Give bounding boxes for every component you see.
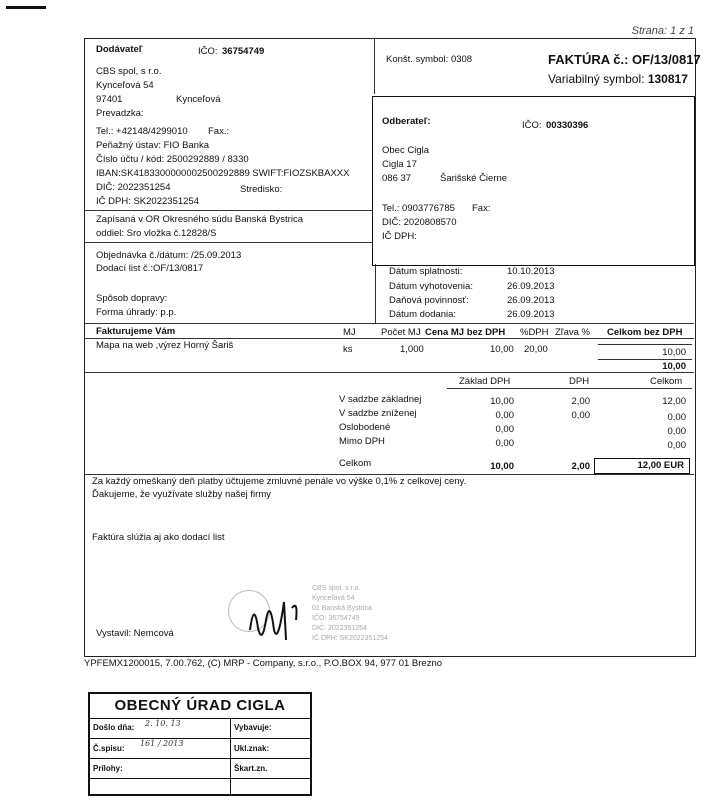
due-date-label: Dátum splatnosti: bbox=[389, 266, 463, 277]
seal-line: 01 Banská Bystrica bbox=[312, 605, 372, 612]
issue-date-label: Dátum vyhotovenia: bbox=[389, 281, 473, 292]
seal-line: IČ DPH: SK2022351254 bbox=[312, 635, 388, 642]
supplier-account: Číslo účtu / kód: 2500292889 / 8330 bbox=[96, 154, 249, 165]
signature bbox=[240, 590, 320, 650]
vat-total-label: Celkom bbox=[339, 458, 372, 469]
supplier-register: Zapísaná v OR Okresného súdu Banská Bystrica bbox=[96, 214, 303, 225]
vat-row-total: 0,00 bbox=[667, 440, 686, 451]
supplier-name: CBS spol, s r.o. bbox=[96, 66, 162, 77]
item-vat: 20,00 bbox=[524, 344, 548, 355]
supplier-iban: IBAN:SK4183300000002500292889 SWIFT:FIOZSKBAXXX bbox=[96, 168, 350, 179]
stamp-received-label: Došlo dňa: bbox=[93, 723, 135, 732]
thanks-note: Ďakujeme, že využívate služby našej firmy bbox=[92, 489, 271, 500]
transport: Spôsob dopravy: bbox=[96, 293, 168, 304]
customer-fax: Fax: bbox=[472, 203, 491, 214]
vat-row-total: 0,00 bbox=[667, 426, 686, 437]
divider bbox=[598, 344, 692, 345]
tax-date: 26.09.2013 bbox=[507, 295, 555, 306]
col-fakturujeme: Fakturujeme Vám bbox=[96, 326, 176, 337]
variable-symbol bbox=[548, 72, 688, 86]
item-price: 10,00 bbox=[490, 344, 514, 355]
supplier-ico: 36754749 bbox=[222, 46, 265, 57]
items-sum: 10,00 bbox=[662, 361, 686, 372]
payment-method: Forma úhrady: p.p. bbox=[96, 307, 177, 318]
vat-col-base: Základ DPH bbox=[459, 376, 511, 387]
delivery-date-label: Dátum dodania: bbox=[389, 309, 457, 320]
vs-value: 130817 bbox=[647, 72, 688, 86]
customer-ico: 00330396 bbox=[546, 120, 589, 131]
col-zlava: Zľava % bbox=[555, 327, 590, 338]
due-date: 10.10.2013 bbox=[507, 266, 555, 277]
divider bbox=[90, 778, 310, 779]
col-mj: MJ bbox=[343, 327, 356, 338]
vat-row-base: 0,00 bbox=[495, 424, 514, 435]
seal-line: IČO: 36754749 bbox=[312, 615, 360, 622]
delivery-date: 26.09.2013 bbox=[507, 309, 555, 320]
divider bbox=[84, 242, 372, 243]
registry-stamp bbox=[88, 692, 312, 796]
col-pocet: Počet MJ bbox=[381, 327, 421, 338]
divider bbox=[598, 359, 692, 360]
invoice-label: FAKTÚRA č.: bbox=[548, 52, 629, 67]
supplier-ico-label: IČO: bbox=[198, 46, 218, 57]
vat-row-label: V sadzbe základnej bbox=[339, 394, 422, 405]
vat-row-label: V sadzbe zníženej bbox=[339, 408, 417, 419]
stamp-shred-label: Škart.zn. bbox=[234, 764, 268, 773]
vs-label: Variabilný symbol: bbox=[548, 72, 645, 86]
divider bbox=[447, 388, 692, 389]
supplier-tel: Tel.: +42148/4299010 bbox=[96, 126, 188, 137]
divider bbox=[84, 474, 694, 475]
grand-total: 12,00 EUR bbox=[637, 460, 684, 471]
issue-date: 26.09.2013 bbox=[507, 281, 555, 292]
supplier-street: Kynceľová 54 bbox=[96, 80, 154, 91]
scan-mark bbox=[6, 6, 46, 9]
divider bbox=[90, 738, 310, 739]
customer-dic: DIČ: 2020808570 bbox=[382, 217, 457, 228]
stamp-storage-label: Ukl.znak: bbox=[234, 744, 270, 753]
supplier-dic: DIČ: 2022351254 bbox=[96, 182, 171, 193]
item-total: 10,00 bbox=[662, 347, 686, 358]
vat-row-total: 0,00 bbox=[667, 412, 686, 423]
customer-icdph: IČ DPH: bbox=[382, 231, 417, 242]
delivery-note-text: Faktúra slúžia aj ako dodací list bbox=[92, 532, 225, 543]
vat-total-base: 10,00 bbox=[490, 461, 514, 472]
supplier-label: Dodávateľ bbox=[96, 44, 143, 55]
col-cena: Cena MJ bez DPH bbox=[425, 327, 506, 338]
seal-line: DIČ: 2022351254 bbox=[312, 625, 367, 632]
stamp-handler-label: Vybavuje: bbox=[234, 723, 272, 732]
item-description: Mapa na web ,výrez Horný Šariš bbox=[96, 340, 234, 351]
stamp-file-number: 161 / 2013 bbox=[140, 739, 184, 748]
divider bbox=[84, 338, 694, 339]
seal-line: Kynceľová 54 bbox=[312, 595, 355, 602]
vat-row-vat: 2,00 bbox=[571, 396, 590, 407]
vat-row-total: 12,00 bbox=[662, 396, 686, 407]
supplier-city: Kynceľová bbox=[176, 94, 221, 105]
divider bbox=[84, 210, 372, 211]
divider bbox=[375, 264, 376, 324]
divider bbox=[90, 718, 310, 719]
supplier-bank: Peňažný ústav: FIO Banka bbox=[96, 140, 210, 151]
customer-name: Obec Cigla bbox=[382, 145, 429, 156]
customer-tel: Tel.: 0903776785 bbox=[382, 203, 455, 214]
stamp-attachments-label: Prílohy: bbox=[93, 764, 123, 773]
page-number: Strana: 1 z 1 bbox=[631, 25, 694, 37]
vat-row-base: 10,00 bbox=[490, 396, 514, 407]
vat-row-label: Mimo DPH bbox=[339, 436, 385, 447]
konst-symbol: Konšt. symbol: 0308 bbox=[386, 54, 473, 65]
vat-row-label: Oslobodené bbox=[339, 422, 391, 433]
customer-zip: 086 37 bbox=[382, 173, 412, 184]
vat-col-vat: DPH bbox=[569, 376, 590, 387]
customer-ico-label: IČO: bbox=[522, 120, 542, 131]
divider bbox=[374, 38, 375, 94]
col-dph: %DPH bbox=[520, 327, 549, 338]
tax-date-label: Daňová povinnosť: bbox=[389, 295, 469, 306]
divider bbox=[90, 758, 310, 759]
col-celkom: Celkom bez DPH bbox=[607, 327, 683, 338]
supplier-stredisko: Stredisko: bbox=[240, 184, 283, 195]
supplier-prevadzka: Prevadzka: bbox=[96, 108, 144, 119]
customer-street: Cigla 17 bbox=[382, 159, 417, 170]
customer-city: Šarišské Čierne bbox=[440, 173, 508, 184]
penalty-note: Za každý omeškaný deň platby účtujeme zmluvné penále vo výške 0,1% z celkovej ceny. bbox=[92, 476, 467, 487]
divider bbox=[230, 718, 231, 794]
seal-line: CBS spol. s r.o. bbox=[312, 585, 361, 592]
software-footer: YPFEMX1200015, 7.00.762, (C) MRP - Company, s.r.o., P.O.BOX 94, 977 01 Brezno bbox=[84, 658, 443, 669]
divider bbox=[84, 372, 694, 373]
stamp-title: OBECNÝ ÚRAD CIGLA bbox=[114, 697, 286, 714]
supplier-register: oddiel: Sro vložka č.12828/S bbox=[96, 228, 217, 239]
issued-by: Vystavil: Nemcová bbox=[96, 628, 174, 639]
vat-row-base: 0,00 bbox=[495, 410, 514, 421]
vat-col-total: Celkom bbox=[650, 376, 683, 387]
supplier-icdph: IČ DPH: SK2022351254 bbox=[96, 196, 199, 207]
supplier-zip: 97401 bbox=[96, 94, 123, 105]
vat-row-vat: 0,00 bbox=[571, 410, 590, 421]
stamp-received-date: 2. 10. 13 bbox=[145, 719, 181, 728]
divider bbox=[84, 323, 694, 324]
vat-total-vat: 2,00 bbox=[571, 461, 590, 472]
supplier-fax: Fax.: bbox=[208, 126, 230, 137]
item-qty: 1,000 bbox=[400, 344, 424, 355]
stamp-file-label: Č.spisu: bbox=[93, 744, 125, 753]
invoice-title bbox=[548, 52, 701, 67]
company-seal bbox=[312, 584, 388, 644]
customer-label: Odberateľ: bbox=[382, 116, 431, 127]
item-mj: ks bbox=[343, 344, 353, 355]
invoice-number: OF/13/0817 bbox=[632, 52, 701, 67]
delivery-note: Dodací list č.:OF/13/0817 bbox=[96, 263, 204, 274]
vat-row-base: 0,00 bbox=[495, 438, 514, 449]
order-number: Objednávka č./dátum: /25.09.2013 bbox=[96, 250, 242, 261]
